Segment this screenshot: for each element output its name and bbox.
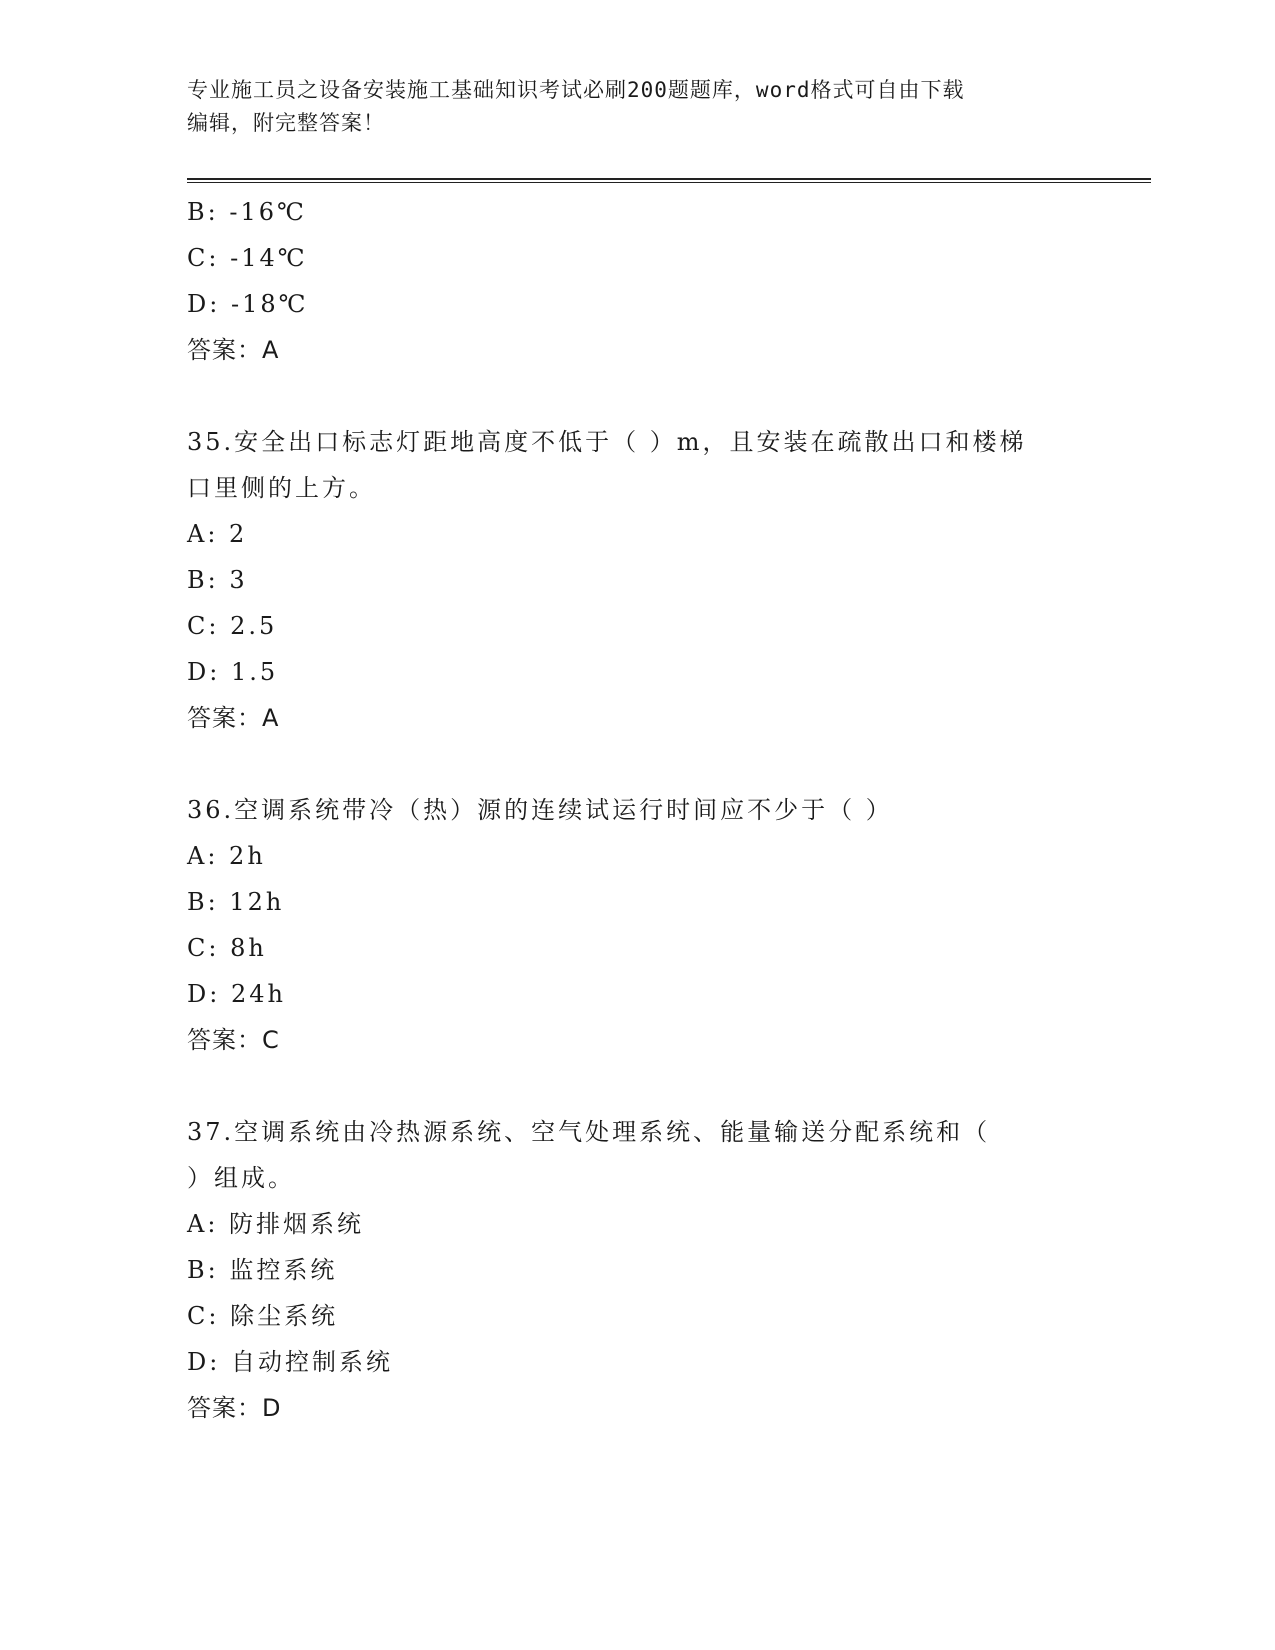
option-b: B: 12h (187, 888, 285, 916)
question-text-line-2: 口里侧的上方。 (187, 474, 376, 502)
option-c: C: -14℃ (187, 244, 308, 272)
option-a: A: 2h (187, 842, 266, 870)
question-36 (187, 787, 1087, 1063)
option-c: C: 除尘系统 (187, 1302, 339, 1330)
option-a: A: 防排烟系统 (187, 1210, 365, 1238)
spacer (187, 741, 1087, 787)
header-divider (187, 178, 1151, 183)
answer-line (187, 1385, 1087, 1431)
answer-label: 答案： (187, 1026, 262, 1054)
document-body (187, 189, 1087, 1431)
option-b: B: -16℃ (187, 198, 307, 226)
option-c: C: 2.5 (187, 612, 278, 640)
option-b: B: 监控系统 (187, 1256, 338, 1284)
header-title-line-2: 编辑，附完整答案！ (187, 111, 385, 135)
answer-line (187, 695, 1087, 741)
answer-label: 答案： (187, 336, 262, 364)
answer-value: D (262, 1394, 282, 1422)
question-text-line-1: 36.空调系统带冷（热）源的连续试运行时间应不少于（ ） (187, 796, 893, 824)
answer-line (187, 1017, 1087, 1063)
option-d: D: -18℃ (187, 290, 309, 318)
option-a: A: 2 (187, 520, 248, 548)
option-d: D: 24h (187, 980, 286, 1008)
option-c: C: 8h (187, 934, 267, 962)
question-text-line-1: 37.空调系统由冷热源系统、空气处理系统、能量输送分配系统和（ (187, 1118, 991, 1146)
question-37 (187, 1109, 1087, 1431)
option-d: D: 自动控制系统 (187, 1348, 393, 1376)
page-header (187, 74, 1067, 140)
spacer (187, 1063, 1087, 1109)
answer-label: 答案： (187, 1394, 262, 1422)
question-34-tail (187, 189, 1087, 373)
header-title-line-1: 专业施工员之设备安装施工基础知识考试必刷200题题库，word格式可自由下载 (187, 78, 965, 102)
answer-value: C (262, 1026, 280, 1054)
question-35 (187, 419, 1087, 741)
option-d: D: 1.5 (187, 658, 279, 686)
question-text-line-2: ）组成。 (187, 1164, 295, 1192)
answer-value: A (262, 704, 280, 732)
spacer (187, 373, 1087, 419)
answer-line (187, 327, 1087, 373)
option-b: B: 3 (187, 566, 248, 594)
answer-value: A (262, 336, 280, 364)
question-text-line-1: 35.安全出口标志灯距地高度不低于（ ）m，且安装在疏散出口和楼梯 (187, 428, 1027, 456)
answer-label: 答案： (187, 704, 262, 732)
